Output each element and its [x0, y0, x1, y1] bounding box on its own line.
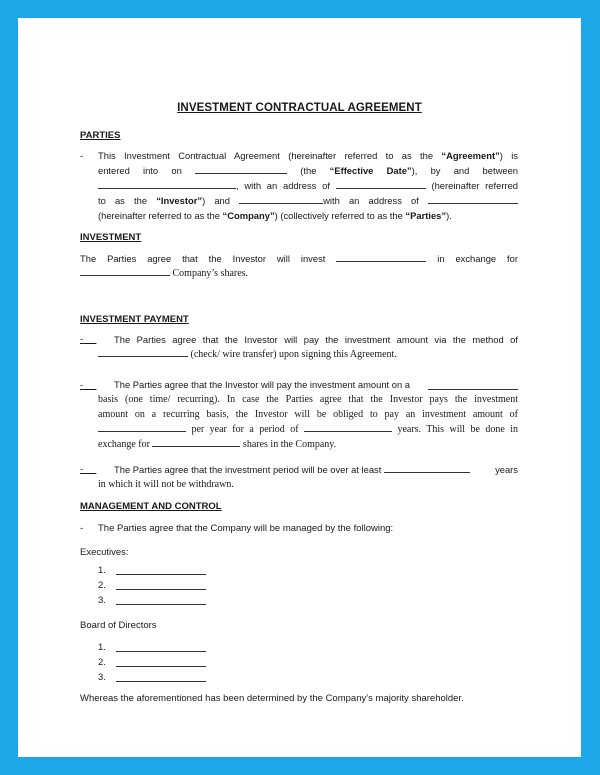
parties-line-2: entered into on (the “Effective Date”), by and between — [98, 165, 518, 176]
blank-director-2[interactable] — [116, 666, 206, 667]
bullet-dash: - — [80, 334, 84, 345]
executives-list — [98, 563, 238, 608]
blank-executive-3[interactable] — [116, 604, 206, 605]
blank-director-3[interactable] — [116, 681, 206, 682]
parties-line-1: This Investment Contractual Agreement (hereinafter referred to as the “Agreement”) is — [98, 150, 518, 161]
blank-company-address[interactable] — [428, 195, 518, 204]
document-title: INVESTMENT CONTRACTUAL AGREEMENT — [177, 102, 422, 114]
payment-p1-line-1: The Parties agree that the Investor will pay the investment amount via the method of — [114, 334, 518, 345]
parties-line-3: , with an address of (hereinafter referred — [98, 178, 518, 193]
investment-line-1: The Parties agree that the Investor will invest in exchange for — [80, 253, 518, 264]
investment-line-2: Company’s shares. — [80, 266, 518, 281]
list-item: 1. — [98, 563, 238, 578]
parties-line-5: (hereinafter referred to as the “Company”) (collectively referred to as the “Parties”). — [98, 210, 452, 221]
list-item: 2. — [98, 655, 238, 670]
payment-paragraph-1 — [98, 332, 518, 362]
blank-company-name[interactable] — [239, 195, 323, 204]
blank-director-1[interactable] — [116, 651, 206, 652]
payment-p2-line-4: per year for a period of years. This will be done in — [98, 422, 518, 437]
blank-share-count[interactable] — [80, 267, 170, 276]
closing-statement: Whereas the aforementioned has been determined by the Company’s majority shareholder. — [80, 693, 464, 704]
board-label: Board of Directors — [80, 620, 157, 631]
executives-label: Executives: — [80, 547, 129, 558]
blank-effective-date[interactable] — [195, 165, 287, 174]
blank-investment-amount[interactable] — [336, 253, 426, 262]
blank-investor-address[interactable] — [336, 180, 426, 189]
document-page — [18, 18, 581, 757]
bullet-dash: - — [80, 523, 84, 534]
payment-paragraph-3 — [98, 462, 518, 492]
bullet-dash: - — [80, 151, 84, 162]
payment-paragraph-2 — [98, 377, 518, 452]
parties-line-4: to as the “Investor”) and with an address of — [98, 193, 518, 208]
heading-parties: PARTIES — [80, 130, 121, 141]
heading-management: MANAGEMENT AND CONTROL — [80, 501, 222, 512]
bullet-dash: - — [80, 380, 84, 391]
list-item: 2. — [98, 578, 238, 593]
bullet-dash: - — [80, 464, 84, 475]
management-text: The Parties agree that the Company will be managed by the following: — [98, 523, 394, 534]
list-item: 3. — [98, 593, 238, 608]
payment-p2-line-1: The Parties agree that the Investor will pay the investment amount on a — [98, 377, 518, 392]
blank-shares-exchange[interactable] — [152, 438, 240, 447]
investment-paragraph — [80, 251, 518, 281]
payment-p2-line-5: exchange for shares in the Company. — [98, 439, 337, 450]
payment-p3-line-2: in which it will not be withdrawn. — [98, 479, 234, 490]
payment-p3-line-1: The Parties agree that the investment period will be over at least years — [114, 464, 518, 475]
blank-period[interactable] — [304, 423, 392, 432]
blank-executive-1[interactable] — [116, 574, 206, 575]
blank-investment-period[interactable] — [384, 464, 470, 473]
parties-paragraph — [98, 148, 518, 223]
list-item: 1. — [98, 640, 238, 655]
payment-p2-line-2: basis (one time/ recurring). In case the Parties agree that the Investor pays the investment — [98, 394, 518, 405]
blank-executive-2[interactable] — [116, 589, 206, 590]
blank-payment-basis[interactable] — [428, 381, 518, 390]
heading-investment-payment: INVESTMENT PAYMENT — [80, 314, 189, 325]
blank-payment-method[interactable] — [98, 348, 188, 357]
list-item: 3. — [98, 670, 238, 685]
board-list — [98, 640, 238, 685]
payment-p2-line-3: amount on a recurring basis, the Investor will be obliged to pay an investment amount of — [98, 409, 518, 420]
heading-investment: INVESTMENT — [80, 232, 142, 243]
blank-investor-name[interactable] — [98, 180, 236, 189]
payment-p1-line-2: (check/ wire transfer) upon signing this Agreement. — [98, 347, 518, 362]
blank-yearly-amount[interactable] — [98, 423, 186, 432]
